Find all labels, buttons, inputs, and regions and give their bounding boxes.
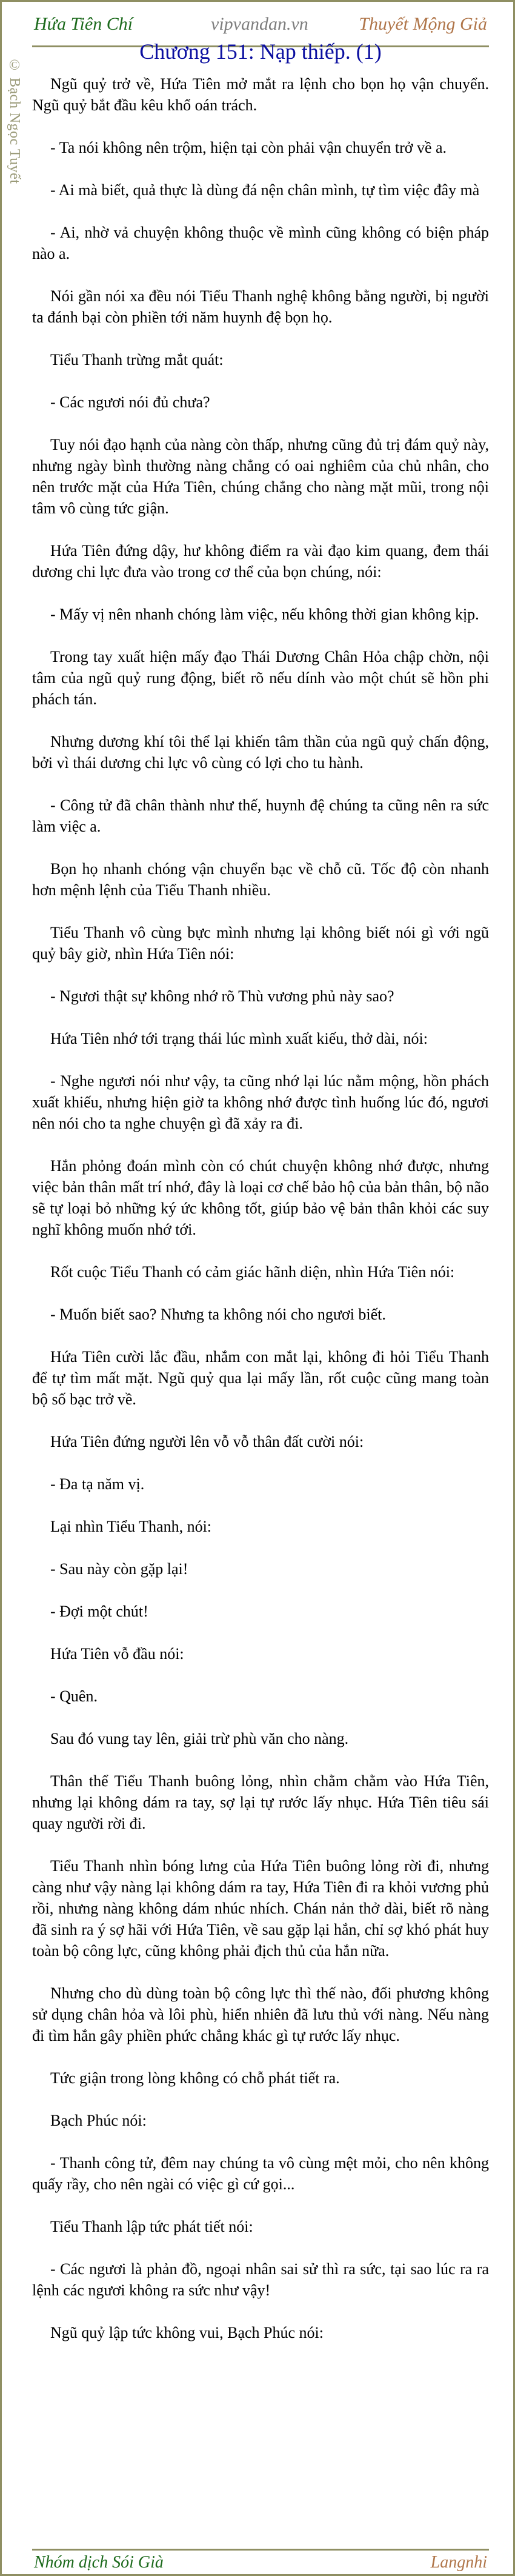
paragraph: - Các ngươi là phản đồ, ngoại nhân sai sử thì ra sức, tại sao lúc ra ra lệnh các ngươi không ra sức như vậy! xyxy=(32,2260,489,2299)
paragraph: Tức giận trong lòng không có chỗ phát tiết ra. xyxy=(50,2069,340,2087)
paragraph: Sau đó vung tay lên, giải trừ phù văn cho nàng. xyxy=(50,1730,349,1747)
paragraph: Hắn phỏng đoán mình còn có chút chuyện không nhớ được, nhưng việc bản thân mất trí nhớ, đây là loại cơ chế bảo hộ của bản thân, bộ não sẽ tự loại bỏ những ký ức không tốt, giúp bảo vệ bản thân khỏi các suy nghĩ không muốn nhớ tới. xyxy=(32,1157,489,1238)
paragraph: Tiểu Thanh nhìn bóng lưng của Hứa Tiên buông lỏng rời đi, nhưng càng như vậy nàng lại không dám ra tay, Hứa Tiên đi ra khỏi vương phủ rồi, nhưng nàng không dám nhúc nhích. Chán nản thở dài, biết rõ nàng đã sinh ra ý sợ hãi với Hứa Tiên, về sau gặp lại hắn, chỉ sợ khó phát huy toàn bộ công lực, cũng không phải địch thủ của hắn nữa. xyxy=(32,1857,489,1960)
paragraph: - Sau này còn gặp lại! xyxy=(50,1560,188,1578)
paragraph: Hứa Tiên đứng dậy, hư không điểm ra vài đạo kim quang, đem thái dương chi lực đưa vào trong cơ thể của bọn chúng, nói: xyxy=(32,542,489,581)
paragraph: - Ai, nhờ vả chuyện không thuộc về mình cũng không có biện pháp nào a. xyxy=(32,224,489,262)
paragraph: Ngũ quỷ lập tức không vui, Bạch Phúc nói: xyxy=(50,2324,324,2341)
editor-name: Langnhi xyxy=(430,2553,487,2572)
paragraph: Nhưng cho dù dùng toàn bộ công lực thì thế nào, đối phương không sử dụng chân hỏa và lôi phù, hiển nhiên đã lưu thủ với nàng. Nếu nàng đi tìm hắn gây phiền phức chẳng khác gì tự rước lấy nhục. xyxy=(32,1984,489,2044)
paragraph: Hứa Tiên vỗ đầu nói: xyxy=(50,1645,184,1663)
paragraph: Hứa Tiên đứng người lên vỗ vỗ thân đất cười nói: xyxy=(50,1433,364,1450)
paragraph: - Muốn biết sao? Nhưng ta không nói cho ngươi biết. xyxy=(50,1306,386,1323)
paragraph: - Đợi một chút! xyxy=(50,1603,148,1620)
paragraph: Nói gần nói xa đều nói Tiểu Thanh nghệ không bằng người, bị người ta đánh bại còn phiền tới năm huynh đệ bọn họ. xyxy=(32,287,489,326)
paragraph: Bạch Phúc nói: xyxy=(50,2112,147,2129)
paragraph: - Nghe ngươi nói như vậy, ta cũng nhớ lại lúc nằm mộng, hồn phách xuất khiếu, nhưng hiện giờ ta không nhớ được tình huống lúc đó, ngươi nên nói cho ta nghe chuyện gì đã xảy ra đi. xyxy=(32,1072,489,1132)
chapter-title: Chương 151: Nạp thiếp. (1) xyxy=(139,39,382,64)
paragraph: Rốt cuộc Tiểu Thanh có cảm giác hãnh diện, nhìn Hứa Tiên nói: xyxy=(50,1263,455,1281)
paragraph: Tiểu Thanh vô cùng bực mình nhưng lại không biết nói gì với ngũ quỷ bây giờ, nhìn Hứa Tiên nói: xyxy=(32,924,489,963)
paragraph: Nhưng dương khí tôi thể lại khiến tâm thần của ngũ quỷ chấn động, bởi vì thái dương chi lực vô cùng có lợi cho tu hành. xyxy=(32,733,489,772)
paragraph: - Các ngươi nói đủ chưa? xyxy=(50,393,210,411)
copyright-watermark: © Bạch Ngọc Tuyết xyxy=(7,58,22,184)
site-name: vipvandan.vn xyxy=(211,14,308,34)
book-title: Hứa Tiên Chí xyxy=(34,14,133,34)
translator-group: Nhóm dịch Sói Già xyxy=(34,2553,164,2572)
paragraph: - Ngươi thật sự không nhớ rõ Thù vương phủ này sao? xyxy=(50,987,394,1005)
paragraph: Trong tay xuất hiện mấy đạo Thái Dương Chân Hỏa chập chờn, nội tâm của ngũ quỷ rung động, biết rõ nếu dính vào một chút sẽ hồn phi phách tán. xyxy=(32,648,489,708)
paragraph: - Mấy vị nên nhanh chóng làm việc, nếu không thời gian không kịp. xyxy=(50,606,479,623)
paragraph: - Đa tạ năm vị. xyxy=(50,1475,145,1493)
paragraph: Hứa Tiên cười lắc đầu, nhắm con mắt lại, không đi hỏi Tiểu Thanh để tự tìm mất mặt. Ngũ quỷ qua lại mấy lần, rốt cuộc cũng mang toàn bộ số bạc trở về. xyxy=(32,1348,489,1408)
paragraph: Thân thể Tiểu Thanh buông lỏng, nhìn chằm chằm vào Hứa Tiên, nhưng lại không dám ra tay, sợ lại tự rước lấy nhục. Hứa Tiên tiêu sái quay người rời đi. xyxy=(32,1772,489,1832)
paragraph: Hứa Tiên nhớ tới trạng thái lúc mình xuất kiếu, thở dài, nói: xyxy=(50,1030,428,1047)
author-name: Thuyết Mộng Giả xyxy=(359,14,487,34)
page-footer xyxy=(32,2549,489,2575)
paragraph: Tiểu Thanh lập tức phát tiết nói: xyxy=(50,2218,253,2235)
paragraph: Bọn họ nhanh chóng vận chuyển bạc về chỗ cũ. Tốc độ còn nhanh hơn mệnh lệnh của Tiểu Thanh nhiều. xyxy=(32,860,489,899)
paragraph: Tiểu Thanh trừng mắt quát: xyxy=(50,351,224,369)
paragraph: - Thanh công tử, đêm nay chúng ta vô cùng mệt mỏi, cho nên không quấy rầy, cho nên ngài có việc gì cứ gọi... xyxy=(32,2154,489,2193)
paragraph: Tuy nói đạo hạnh của nàng còn thấp, nhưng cũng đủ trị đám quỷ này, nhưng ngày bình thường nàng chẳng có oai nghiêm của chủ nhân, cho nên trước mặt của Hứa Tiên, chúng chẳng cho nàng mặt mũi, trong nội tâm vô cùng tức giận. xyxy=(32,436,489,517)
paragraph: - Công tử đã chân thành như thế, huynh đệ chúng ta cũng nên ra sức làm việc a. xyxy=(32,796,489,835)
paragraph: Lại nhìn Tiểu Thanh, nói: xyxy=(50,1518,212,1535)
paragraph: - Ai mà biết, quả thực là dùng đá nện chân mình, tự tìm việc đây mà xyxy=(50,181,480,199)
chapter-body xyxy=(32,73,489,2364)
paragraph: Ngũ quỷ trở về, Hứa Tiên mở mắt ra lệnh cho bọn họ vận chuyển. Ngũ quỷ bắt đầu kêu khổ oán trách. xyxy=(32,75,489,114)
paragraph: - Ta nói không nên trộm, hiện tại còn phải vận chuyển trở về a. xyxy=(50,139,447,156)
paragraph: - Quên. xyxy=(50,1687,98,1705)
